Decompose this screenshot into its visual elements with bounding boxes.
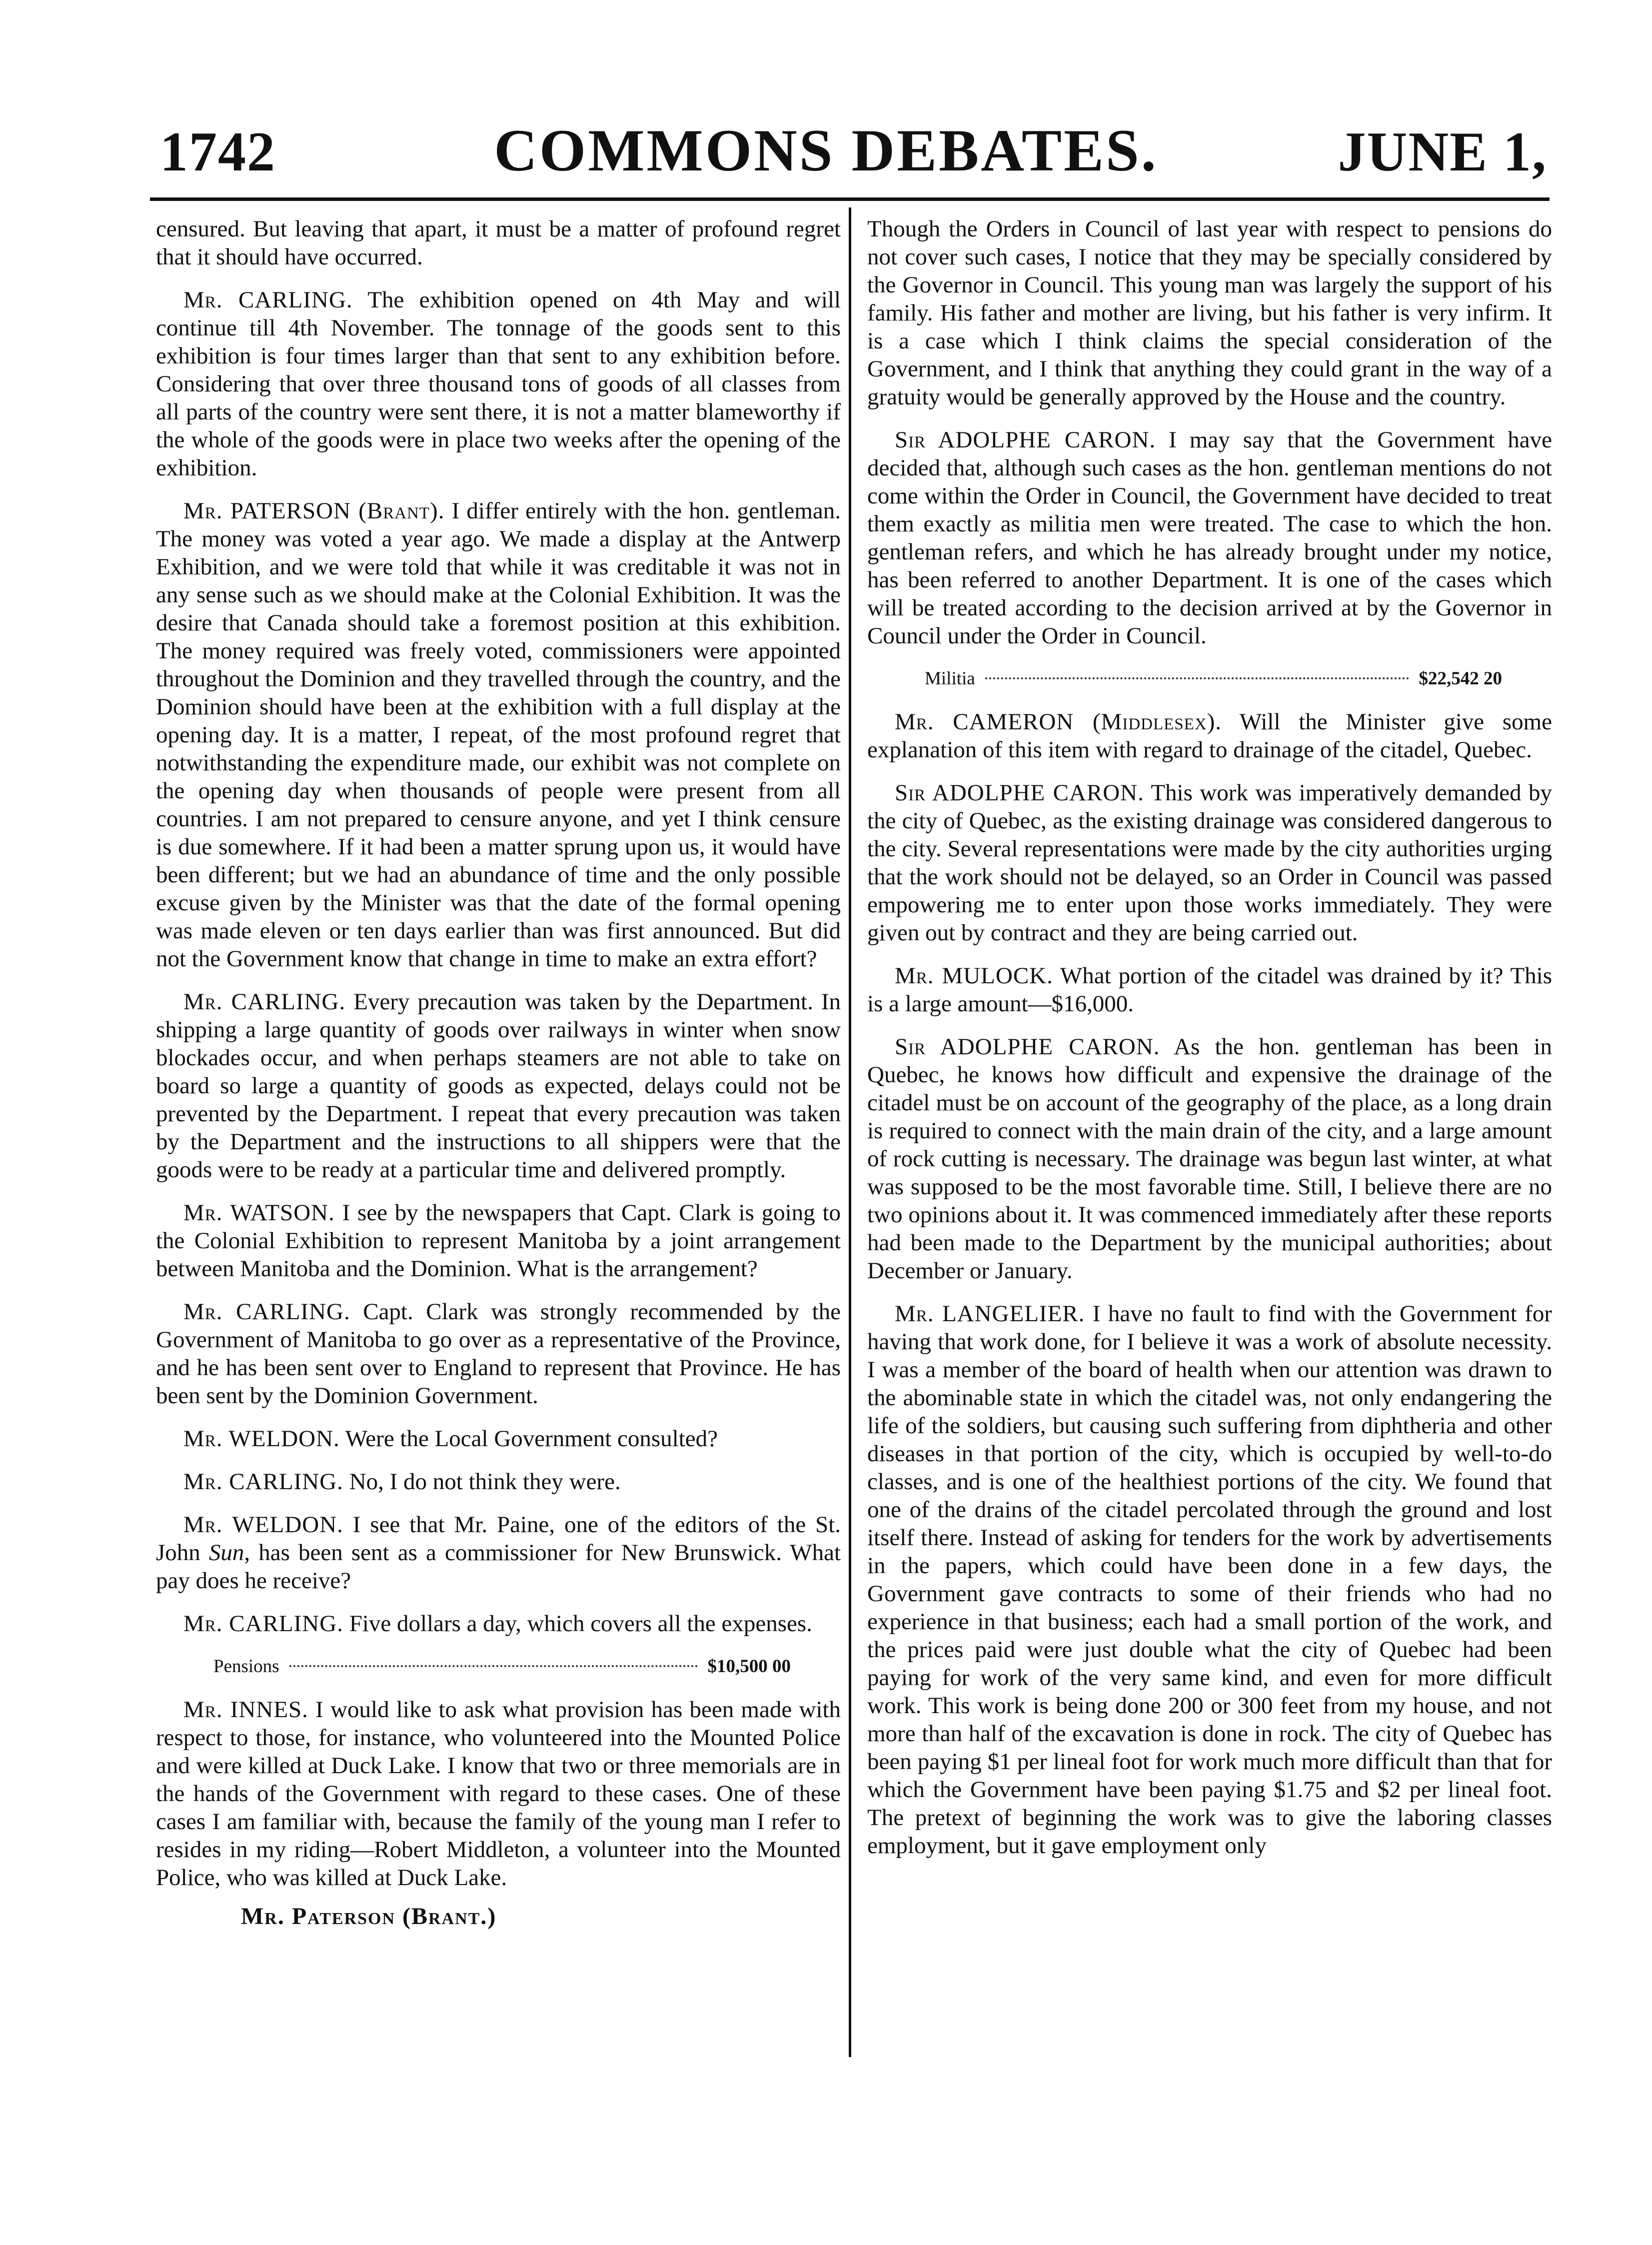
speaker-name: Mr. INNES. — [183, 1697, 308, 1723]
paragraph: Sir ADOLPHE CARON. I may say that the Government have decided that, although such cases as the hon. gentleman mentions do not come within the Order in Council, the Government have decided to treat them exactly as militia men were treated. The case to which the hon. gentleman refers, and which he has already brought under my notice, has been referred to another Department. It is one of the cases which will be treated according to the decision arrived at by the Governor in Council under the Order in Council. — [867, 427, 1552, 649]
paragraph: Sir ADOLPHE CARON. As the hon. gentleman has been in Quebec, he knows how difficult and expensive the drainage of the citadel must be on account of the geography of the place, as a long drain is required to connect with the main drain of the city, and a large amount of rock cutting is necessary. The drainage was begun last winter, at what was supposed to be the most favorable time. Still, I believe there are no two opinions about it. It was commenced immediately after these reports had been made to the Department by the municipal authorities; about December or January. — [867, 1034, 1552, 1284]
supply-item-militia — [867, 665, 1552, 693]
paragraph: Mr. CARLING. Five dollars a day, which covers all the expenses. — [183, 1611, 812, 1637]
speaker-name: Mr. MULOCK. — [895, 963, 1053, 989]
page-number: 1742 — [160, 121, 276, 183]
paragraph: Mr. CARLING. The exhibition opened on 4th May and will continue till 4th November. The tonnage of the goods sent to this exhibition is four times larger than that sent to any exhibition before. Considering that over three thousand tons of goods of all classes from all parts of the country were sent there, it is not a matter blameworthy if the whole of the goods were in place two weeks after the opening of the exhibition. — [156, 287, 841, 481]
paragraph: Mr. CAMERON (Middlesex). Will the Minister give some explanation of this item with regard to drainage of the citadel, Quebec. — [867, 709, 1552, 763]
header-rule — [150, 197, 1550, 201]
running-header — [0, 0, 1652, 183]
left-column — [156, 215, 841, 1931]
speaker-name: Mr. WELDON. — [183, 1426, 340, 1452]
dot-leader — [289, 1665, 698, 1667]
item-amount: $10,500 00 — [707, 1656, 791, 1677]
column-divider — [849, 207, 851, 2057]
speaker-name: Mr. CARLING. — [183, 287, 353, 313]
right-column — [867, 215, 1552, 1875]
speaker-name: Mr. CARLING. — [183, 1469, 343, 1495]
paragraph: Mr. PATERSON (Brant). I differ entirely with the hon. gentleman. The money was voted a year ago. We made a display at the Antwerp Exhibition, and we were told that while it was creditable it was not in any sense such as we should make at the Colonial Exhibition. It was the desire that Canada should take a foremost position at this exhibition. The money required was freely voted, commissioners were appointed throughout the Dominion and they travelled through the country, and the Dominion should have been at the exhibition with a full display at the opening day. It is a matter, I repeat, of the most profound regret that notwithstanding the expenditure made, our exhibit was not complete on the opening day when thousands of people were present from all countries. I am not prepared to censure anyone, and yet I think censure is due somewhere. If it had been a matter sprung upon us, it would have been different; but we had an abundance of time and the only possible excuse given by the Minister was that the date of the formal opening was made eleven or ten days earlier than was first announced. But did not the Government know that change in time to make an extra effort? — [156, 498, 841, 972]
speaker-name: Mr. PATERSON (Brant). — [183, 498, 445, 524]
paragraph: Mr. CARLING. No, I do not think they were. — [183, 1469, 621, 1495]
paragraph: Mr. MULOCK. What portion of the citadel was drained by it? This is a large amount—$16,000. — [867, 963, 1552, 1017]
paragraph: Mr. WELDON. Were the Local Government consulted? — [183, 1426, 718, 1452]
speaker-name: Sir ADOLPHE CARON. — [895, 427, 1156, 453]
speaker-name: Mr. CAMERON (Middlesex). — [895, 709, 1222, 735]
paragraph: Mr. INNES. I would like to ask what provision has been made with respect to those, for instance, who volunteered into the Mounted Police and were killed at Duck Lake. I know that two or three memorials are in the hands of the Government with regard to these cases. One of these cases I am familiar with, because the family of the young man I refer to resides in my riding—Robert Middleton, a volunteer into the Mounted Police, who was killed at Duck Lake. — [156, 1697, 841, 1891]
supply-item-pensions — [156, 1653, 841, 1681]
speaker-name: Mr. WELDON. — [183, 1512, 343, 1538]
item-amount: $22,542 20 — [1419, 668, 1502, 689]
running-date: JUNE 1, — [1338, 121, 1547, 183]
speaker-name: Mr. WATSON. — [183, 1200, 335, 1226]
speaker-name: Sir ADOLPHE CARON. — [895, 780, 1144, 806]
newspaper-title: Sun — [208, 1540, 244, 1566]
paragraph: Mr. WELDON. I see that Mr. Paine, one of the editors of the St. John Sun, has been sent as a commissioner for New Brunswick. What pay does he receive? — [156, 1512, 841, 1594]
speaker-name: Sir ADOLPHE CARON. — [895, 1034, 1160, 1060]
paragraph: Sir ADOLPHE CARON. This work was imperatively demanded by the city of Quebec, as the existing drainage was considered dangerous to the city. Several representations were made by the city authorities urging that the work should not be delayed, so an Order in Council was passed empowering me to enter upon those works immediately. They were given out by contract and they are being carried out. — [867, 780, 1552, 946]
dot-leader — [985, 677, 1409, 679]
catchword: Mr. Paterson (Brant.) — [241, 1903, 497, 1930]
paragraph: Though the Orders in Council of last year with respect to pensions do not cover such cases, I notice that they may be specially considered by the Governor in Council. This young man was largely the support of his family. His father and mother are living, but his father is very infirm. It is a case which I think claims the special consideration of the Government, and I think that anything they could grant in the way of a gratuity would be generally approved by the House and the country. — [867, 216, 1552, 410]
speaker-name: Mr. CARLING. — [183, 989, 346, 1015]
item-label: Militia — [925, 668, 975, 689]
paragraph: censured. But leaving that apart, it must be a matter of profound regret that it should have occurred. — [156, 216, 841, 270]
paragraph: Mr. CARLING. Capt. Clark was strongly recommended by the Government of Manitoba to go over as a representative of the Province, and he has been sent over to England to represent that Province. He has been sent by the Dominion Government. — [156, 1299, 841, 1409]
speaker-name: Mr. CARLING. — [183, 1611, 343, 1637]
paragraph: Mr. LANGELIER. I have no fault to find with the Government for having that work done, for I believe it was a work of absolute necessity. I was a member of the board of health when our attention was drawn to the abominable state in which the citadel was, not only endangering the life of the soldiers, but causing such suffering from diphtheria and other diseases in that portion of the city, which is occupied by well-to-do classes, and is one of the healthiest portions of the city. We found that one of the drains of the citadel percolated through the ground and lost itself there. Instead of asking for tenders for the work by advertisements in the papers, which could have been done in a few days, the Government gave contracts to some of their friends who had no experience in that business; each had a small portion of the work, and the prices paid were just double what the city of Quebec had been paying for work of the very same kind, and even for more difficult work. This work is being done 200 or 300 feet from my house, and not more than half of the excavation is done in rock. The city of Quebec has been paying $1 per lineal foot for work much more difficult than that for which the Government have been paying $1.75 and $2 per lineal foot. The pretext of beginning the work was to give the laboring classes employment, but it gave employment only — [867, 1301, 1553, 1859]
speaker-name: Mr. LANGELIER. — [895, 1301, 1085, 1327]
paragraph: Mr. CARLING. Every precaution was taken by the Department. In shipping a large quantity of goods over railways in winter when snow blockades occur, and when perhaps steamers are not able to take on board so large a quantity of goods as expected, delays could not be prevented by the Department. I repeat that every precaution was taken by the Department and the instructions to all shippers were that the goods were to be ready at a particular time and delivered promptly. — [156, 989, 841, 1183]
item-label: Pensions — [213, 1656, 279, 1677]
paragraph: Mr. WATSON. I see by the newspapers that Capt. Clark is going to the Colonial Exhibition to represent Manitoba by a joint arrangement between Manitoba and the Dominion. What is the arrangement? — [156, 1200, 841, 1282]
speaker-name: Mr. CARLING. — [183, 1299, 350, 1325]
running-title: COMMONS DEBATES. — [494, 117, 1158, 183]
